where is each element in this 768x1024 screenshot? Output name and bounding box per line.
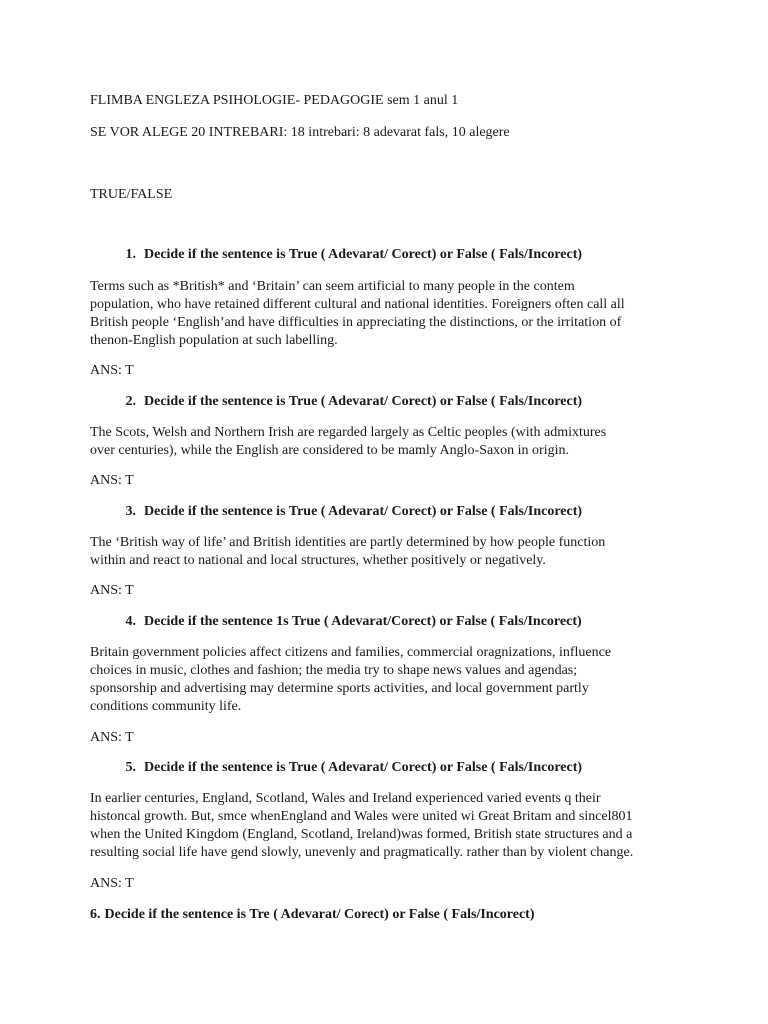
question-number: 3.: [125, 504, 136, 519]
text-line: over centuries), while the English are considered to be mamly Anglo-Saxon in origin.: [90, 443, 569, 458]
text-line: choices in music, clothes and fashion; the media try to shape news values and agendas;: [90, 663, 578, 678]
text-line: In earlier centuries, England, Scotland, Wales and Ireland experienced varied events q their: [90, 791, 601, 806]
question-heading: [90, 759, 582, 777]
text-line: when the United Kingdom (England, Scotland, Ireland)was formed, British state structures and a: [90, 827, 633, 842]
text-line: British people ‘English’and have difficulties in appreciating the distinctions, or the irritation of: [90, 315, 622, 330]
question-prompt: Decide if the sentence is True ( Adevarat/ Corect) or False ( Fals/Incorect): [144, 760, 583, 775]
question-prompt: Decide if the sentence is Tre ( Adevarat/ Corect) or False ( Fals/Incorect): [104, 907, 535, 922]
question-prompt: Decide if the sentence is True ( Adevarat/ Corect) or False ( Fals/Incorect): [144, 247, 583, 262]
section-title: TRUE/FALSE: [90, 187, 173, 202]
question-prompt: Decide if the sentence is True ( Adevarat/ Corect) or False ( Fals/Incorect): [144, 394, 583, 409]
question-heading: [90, 503, 582, 521]
text-line: within and react to national and local structures, whether positively or negatively.: [90, 553, 546, 568]
question-heading: [90, 246, 582, 264]
document-title: FLIMBA ENGLEZA PSIHOLOGIE- PEDAGOGIE sem 1 anul 1: [90, 93, 459, 108]
text-line: resulting social life have gend slowly, unevenly and pragmatically. rather than by violent change.: [90, 845, 634, 860]
text-line: population, who have retained different cultural and national identities. Foreigners often call all: [90, 297, 625, 312]
text-line: thenon-English population at such labelling.: [90, 333, 338, 348]
answer: ANS: T: [90, 363, 134, 378]
document-subtitle: SE VOR ALEGE 20 INTREBARI: 18 intrebari: 8 adevarat fals, 10 alegere: [90, 125, 510, 140]
question-number: 1.: [125, 247, 136, 262]
question-number: 4.: [125, 614, 136, 629]
text-line: Terms such as *British* and ‘Britain’ can seem artificial to many people in the contem: [90, 279, 575, 294]
answer: ANS: T: [90, 730, 134, 745]
question-number: 6.: [90, 907, 101, 922]
question-text: [90, 790, 680, 862]
answer: ANS: T: [90, 876, 134, 891]
answer: ANS: T: [90, 583, 134, 598]
text-line: The ‘British way of life’ and British identities are partly determined by how people function: [90, 535, 606, 550]
question-heading: [90, 906, 535, 924]
text-line: conditions community life.: [90, 699, 242, 714]
question-text: [90, 644, 680, 716]
question-text: [90, 278, 680, 350]
answer: ANS: T: [90, 473, 134, 488]
text-line: histoncal growth. But, smce whenEngland and Wales were united wi Great Britam and sincel801: [90, 809, 633, 824]
question-heading: [90, 393, 582, 411]
text-line: sponsorship and advertising may determine sports activities, and local government partly: [90, 681, 589, 696]
question-prompt: Decide if the sentence is True ( Adevarat/ Corect) or False ( Fals/Incorect): [144, 504, 583, 519]
text-line: The Scots, Welsh and Northern Irish are regarded largely as Celtic peoples (with admixtures: [90, 425, 607, 440]
question-number: 2.: [125, 394, 136, 409]
question-text: [90, 534, 680, 570]
question-prompt: Decide if the sentence 1s True ( Adevarat/Corect) or False ( Fals/Incorect): [144, 614, 582, 629]
question-number: 5.: [125, 760, 136, 775]
question-heading: [90, 613, 582, 631]
text-line: Britain government policies affect citizens and families, commercial oragnizations, influence: [90, 645, 612, 660]
question-text: [90, 424, 680, 460]
